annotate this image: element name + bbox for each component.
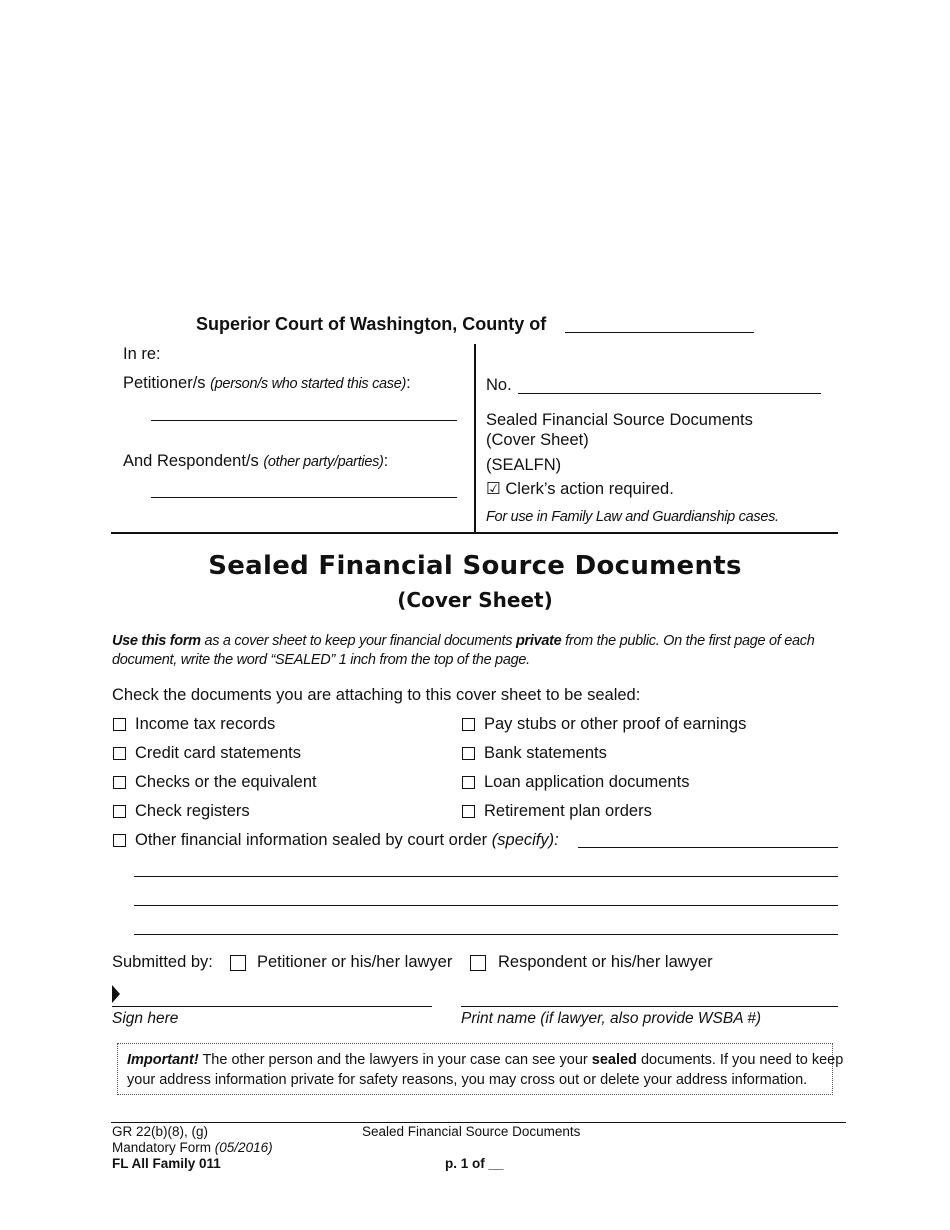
footer-mandatory-text: Mandatory Form <box>112 1140 212 1155</box>
instructions-private: private <box>515 633 562 649</box>
checkbox-label <box>135 831 559 850</box>
petitioner-name-field[interactable] <box>151 420 457 421</box>
case-number-field[interactable] <box>518 393 821 394</box>
respondent-colon: : <box>383 452 389 470</box>
respondent-name-field[interactable] <box>151 497 457 498</box>
document-subtitle: (Cover Sheet) <box>397 588 553 612</box>
usage-note: For use in Family Law and Guardianship cases. <box>486 509 779 525</box>
footer-rule <box>111 1122 846 1123</box>
important-line1 <box>127 1050 844 1070</box>
print-name-field[interactable] <box>461 1006 838 1007</box>
instructions-text2: from the public. On the first page of each <box>561 633 815 649</box>
submitted-respondent-label: Respondent or his/her lawyer <box>498 953 713 971</box>
instructions-text1: as a cover sheet to keep your financial documents <box>200 633 516 649</box>
print-name-label: Print name (if lawyer, also provide WSBA #) <box>461 1010 762 1027</box>
petitioner-label-text: Petitioner/s <box>123 374 206 392</box>
form-name-line2: (Cover Sheet) <box>486 431 589 449</box>
checkbox-box[interactable] <box>113 834 126 847</box>
caption-divider <box>474 344 476 532</box>
submitted-petitioner-label: Petitioner or his/her lawyer <box>257 953 453 971</box>
footer-court-rule: GR 22(b)(8), (g) <box>112 1124 209 1139</box>
form-name-line1: Sealed Financial Source Documents <box>486 411 753 429</box>
checkbox-label: Bank statements <box>484 744 607 762</box>
checkbox-box[interactable] <box>462 718 475 731</box>
other-specify-line4[interactable] <box>134 934 838 935</box>
checkbox-box[interactable] <box>113 747 126 760</box>
checkbox-box[interactable] <box>462 805 475 818</box>
case-number-label: No. <box>486 376 512 394</box>
important-lead: Important! <box>127 1052 199 1068</box>
important-text2: documents. If you need to keep <box>636 1052 844 1068</box>
signature-field[interactable] <box>112 1006 432 1007</box>
instructions-line1 <box>112 632 842 651</box>
petitioner-label <box>123 374 411 393</box>
other-label: Other financial information sealed by court order <box>135 831 488 849</box>
other-specify-line3[interactable] <box>134 905 838 906</box>
checkbox-label: Loan application documents <box>484 773 690 791</box>
footer-document-name: Sealed Financial Source Documents <box>362 1124 581 1139</box>
checkbox-label: Checks or the equivalent <box>135 773 317 791</box>
checkbox-label: Credit card statements <box>135 744 301 762</box>
checkbox-box[interactable] <box>113 776 126 789</box>
in-re-label: In re: <box>123 345 161 363</box>
checkbox-box[interactable] <box>113 805 126 818</box>
checkbox-box[interactable] <box>462 776 475 789</box>
respondent-label-text: And Respondent/s <box>123 452 259 470</box>
court-title: Superior Court of Washington, County of <box>196 314 547 334</box>
county-field[interactable] <box>565 332 754 333</box>
checkbox-label: Check registers <box>135 802 250 820</box>
footer-form-id: FL All Family 011 <box>112 1156 221 1171</box>
sign-here-flag-icon <box>112 985 120 1003</box>
checkbox-submitted-petitioner[interactable] <box>230 955 246 971</box>
respondent-hint: (other party/parties) <box>263 454 384 470</box>
check-prompt: Check the documents you are attaching to this cover sheet to be sealed: <box>112 686 641 704</box>
instructions-lead: Use this form <box>112 633 201 649</box>
submitted-by-label: Submitted by: <box>112 953 213 971</box>
checkbox-label: Pay stubs or other proof of earnings <box>484 715 747 733</box>
clerk-action-note: ☑ Clerk’s action required. <box>486 480 674 498</box>
other-specify: (specify): <box>491 831 559 849</box>
checkbox-label: Income tax records <box>135 715 276 733</box>
petitioner-colon: : <box>406 374 411 392</box>
checkbox-label: Retirement plan orders <box>484 802 652 820</box>
footer-date: (05/2016) <box>214 1140 273 1155</box>
instructions <box>112 632 842 670</box>
footer-mandatory <box>112 1140 273 1155</box>
footer-page-number: p. 1 of __ <box>445 1156 504 1171</box>
other-specify-line1[interactable] <box>578 847 838 848</box>
checkbox-submitted-respondent[interactable] <box>470 955 486 971</box>
respondent-label <box>123 452 388 471</box>
checkbox-box[interactable] <box>462 747 475 760</box>
important-line2: your address information private for safety reasons, you may cross out or delete your address information. <box>127 1072 808 1088</box>
instructions-line2: document, write the word “SEALED” 1 inch from the top of the page. <box>112 652 530 668</box>
sign-here-label: Sign here <box>112 1010 179 1027</box>
important-text1: The other person and the lawyers in your case can see your <box>198 1052 592 1068</box>
document-title: Sealed Financial Source Documents <box>208 551 742 581</box>
important-notice <box>117 1043 844 1095</box>
checkbox-box[interactable] <box>113 718 126 731</box>
petitioner-hint: (person/s who started this case) <box>210 376 407 392</box>
caption-bottom-rule <box>111 532 838 534</box>
other-specify-line2[interactable] <box>134 876 838 877</box>
form-code: (SEALFN) <box>486 456 562 474</box>
important-sealed: sealed <box>591 1052 637 1068</box>
